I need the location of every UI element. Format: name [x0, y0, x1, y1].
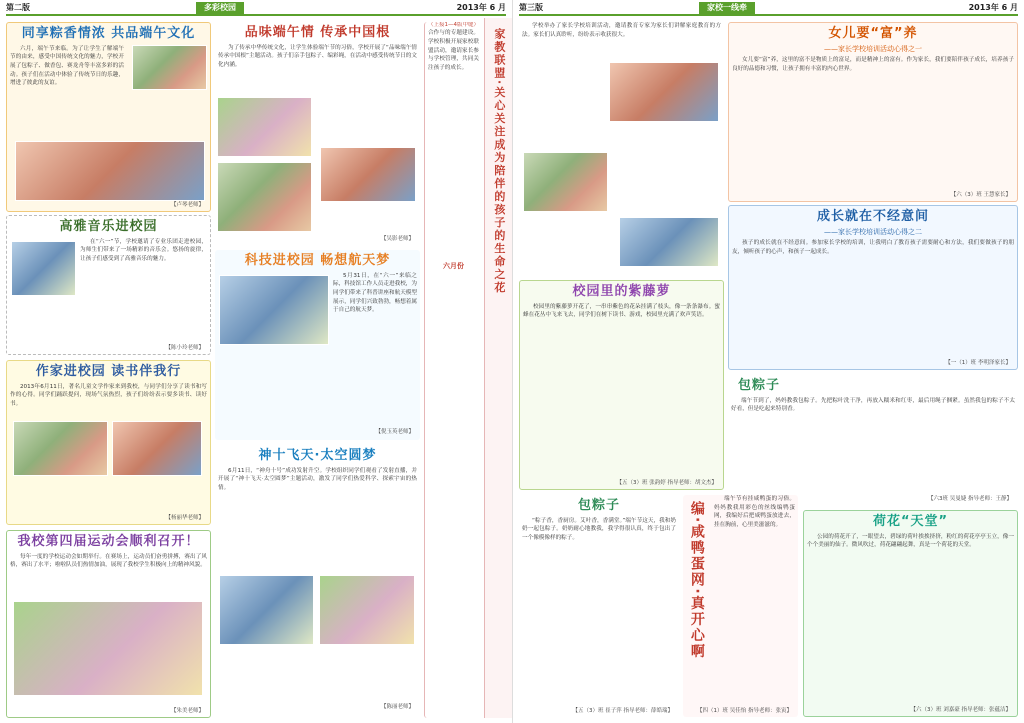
- photo: [11, 241, 76, 296]
- article-body: 孩子的成长就在不经意间。参加家长学校的培训，让我明白了教育孩子需要耐心和方法，我们要做孩子的朋友，倾听孩子的心声，和孩子一起成长。: [732, 239, 1014, 255]
- article-title: 作家进校园 读书伴我行: [35, 364, 182, 379]
- photo: [523, 152, 608, 212]
- article-body: 每年一度的学校运动会如期举行。在赛场上，运动员们奋勇拼搏，赛出了风格，赛出了水平；啦啦队员们热情加油，展现了我校学生积极向上的精神风貌。: [10, 553, 207, 569]
- photo: [619, 217, 719, 267]
- article-writer: [6, 360, 211, 525]
- article-tech: [215, 250, 420, 440]
- article-body: 5月31日，在“六一”来临之际，科技馆工作人员走进我校，为同学们带来了科普讲座和航天模型展示，同学们兴致勃勃，畅想着属于自己的航天梦。: [333, 272, 417, 314]
- photo: [217, 97, 312, 157]
- section-banner: 家校一线牵: [699, 2, 755, 14]
- article-title: 校园里的紫藤萝: [572, 284, 671, 299]
- article-body: 端午节有挂咸鸭蛋的习俗。妈妈教我用彩色的丝线编鸭蛋网，我编好后把咸鸭蛋放进去，挂在胸前，心里美滋滋的。: [714, 496, 795, 528]
- article-author: 【卢琴老师】: [170, 201, 204, 208]
- article-author: 【六3班 吴曼婕 指导老师：王静】: [928, 495, 1012, 502]
- article-author: 【陈丽老师】: [380, 703, 414, 710]
- right-page: [512, 0, 1024, 723]
- column-body: 合作与的专题建设。学校积极开展家校联盟活动，邀请家长参与学校管理，共同关注孩子的成长。: [428, 30, 479, 72]
- article-sports: [6, 530, 211, 718]
- article-body: 女儿要“富”养，这里的富不是物质上的富足，而是精神上的富有。作为家长，我们要陪伴孩子成长，培养孩子良好的品德和习惯，让孩子拥有丰富的内心世界。: [732, 56, 1014, 72]
- left-header: [6, 2, 506, 16]
- article-author: 【吴影老师】: [380, 235, 414, 242]
- photo: [320, 147, 416, 202]
- article-shenshi: [215, 445, 420, 715]
- article-garden: [519, 280, 724, 490]
- photo: [219, 275, 329, 345]
- photo: [13, 601, 203, 696]
- article-title: 同享粽香情浓 共品端午文化: [21, 26, 196, 41]
- edition-label: 第三版: [519, 3, 543, 12]
- article-title: 高雅音乐进校园: [59, 219, 158, 234]
- article-duanwu: [6, 22, 211, 212]
- photo: [217, 162, 312, 232]
- column-header: （上接1—4版中缝）: [428, 22, 479, 28]
- article-author: 【一（1）班 李明泽家长】: [945, 359, 1011, 366]
- article-daughter: [728, 22, 1018, 202]
- article-lotus: [803, 510, 1018, 717]
- article-title: 成长就在不经意间: [816, 209, 929, 224]
- article-parent-school: [519, 22, 724, 272]
- issue-date: 2013年 6 月: [968, 3, 1018, 12]
- article-subtitle: ——家长学校培训活动心得之一: [824, 44, 922, 53]
- photo: [15, 141, 205, 201]
- middle-column: [424, 22, 482, 718]
- article-author: 【倪玉英老师】: [375, 428, 414, 435]
- photo: [132, 45, 207, 90]
- column-title: 家教联盟·关心关注成为陪伴的孩子的生命之花: [492, 28, 506, 295]
- article-body: 在“六一”节，学校邀请了专业乐团走进校园，为师生们带来了一场精彩的音乐会。悠扬的旋律，让孩子们感受到了高雅音乐的魅力。: [80, 238, 207, 262]
- article-growing: [728, 205, 1018, 370]
- article-body: “粽子香，香厨房。艾叶香，香满堂。”端午节这天，我和奶奶一起包粽子。奶奶耐心地教我，我学得很认真，终于包出了一个像模像样的粽子。: [522, 517, 676, 541]
- article-author: 【六（3）班 刘嘉豪 指导老师：张蕴洁】: [910, 706, 1011, 713]
- column-month: 六月份: [443, 262, 464, 270]
- article-body: 学校举办了家长学校培训活动，邀请教育专家为家长们讲解家庭教育的方法。家长们认真聆听，纷纷表示收获很大。: [522, 23, 721, 38]
- photo: [112, 421, 202, 476]
- article-title: 我校第四届运动会顺利召开！: [17, 534, 200, 549]
- issue-date: 2013年 6 月: [456, 3, 506, 12]
- article-author: 【五（3）班 崔子萍 指导老师：薛皓瑞】: [572, 707, 673, 714]
- article-body: 2013年6月11日，著名儿童文学作家来到我校，与同学们分享了读书和写作的心得。同学们踊跃提问，现场气氛热烈，孩子们纷纷表示要多读书、读好书。: [10, 383, 207, 407]
- article-body: 6月11日，“神舟十号”成功发射升空。学校组织同学们观看了发射直播，并开展了“神十飞天·太空圆梦”主题活动，激发了同学们热爱科学、探索宇宙的热情。: [218, 467, 417, 491]
- article-author: 【陈小玲老师】: [165, 344, 204, 351]
- article-title: 女儿要“富”养: [828, 26, 918, 41]
- article-title: 包粽子: [577, 498, 620, 513]
- article-duck-egg: [683, 495, 798, 717]
- article-author: 【五（3）班 张韵婷 指导老师：胡文杰】: [616, 479, 717, 486]
- photo: [609, 62, 719, 122]
- article-body: 六月，端午节来临。为了让学生了解端午节的由来，感受中国传统文化的魅力，学校开展了包粽子、做香包、赛龙舟等丰富多彩的活动。孩子们在活动中体验了传统节日的乐趣，增进了彼此的友谊。: [10, 45, 124, 87]
- article-body: 端午节到了，妈妈教我包粽子。先把粽叶洗干净，再放入糯米和红枣，最后用绳子捆紧。虽然我包的粽子不太好看，但是吃起来特别香。: [731, 397, 1015, 413]
- article-author: 【六（3）班 王慧家长】: [950, 191, 1011, 198]
- article-title: 科技进校园 畅想航天梦: [244, 253, 391, 268]
- article-author: 【杨丽华老师】: [165, 514, 204, 521]
- article-author: 【朱美老师】: [170, 707, 204, 714]
- edition-label: 第二版: [6, 3, 30, 12]
- article-author: 【四（1）班 吴佳怡 指导老师：张寅】: [697, 707, 792, 714]
- section-banner: 多彩校园: [196, 2, 244, 14]
- article-title: 包粽子: [738, 378, 781, 393]
- article-body: 为了传承中华传统文化，让学生体验端午节的习俗，学校开展了“品味端午情 传承中国根”主题活动。孩子们亲手包粽子、编彩绳，在活动中感受传统节日的文化内涵。: [218, 44, 417, 68]
- article-zongzi: [728, 375, 1018, 505]
- article-title: 编·咸鸭蛋网·真开心啊: [688, 501, 705, 660]
- article-title: 品味端午情 传承中国根: [244, 25, 391, 40]
- article-music: [6, 215, 211, 355]
- article-subtitle: ——家长学校培训活动心得之二: [824, 227, 922, 236]
- photo: [219, 575, 314, 645]
- article-body: 校园里的紫藤萝开花了，一串串紫色的花朵挂满了枝头，像一条条瀑布。蜜蜂在花丛中飞来飞去，同学们在树下读书、游戏，校园里充满了欢声笑语。: [523, 303, 720, 319]
- article-title: 神十飞天·太空圆梦: [258, 448, 377, 463]
- article-dragon: [215, 22, 420, 247]
- photo: [13, 421, 108, 476]
- article-zongzi2: [519, 495, 679, 717]
- article-body: 公园的荷花开了，一眼望去，碧绿的荷叶挨挨挤挤，粉红的荷花亭亭玉立，像一个个美丽的仙子。微风吹过，荷花翩翩起舞，真是一个荷花的天堂。: [807, 533, 1014, 549]
- center-strip: [484, 18, 512, 718]
- photo: [319, 575, 415, 645]
- article-title: 荷花“天堂”: [872, 514, 949, 529]
- right-header: [519, 2, 1018, 16]
